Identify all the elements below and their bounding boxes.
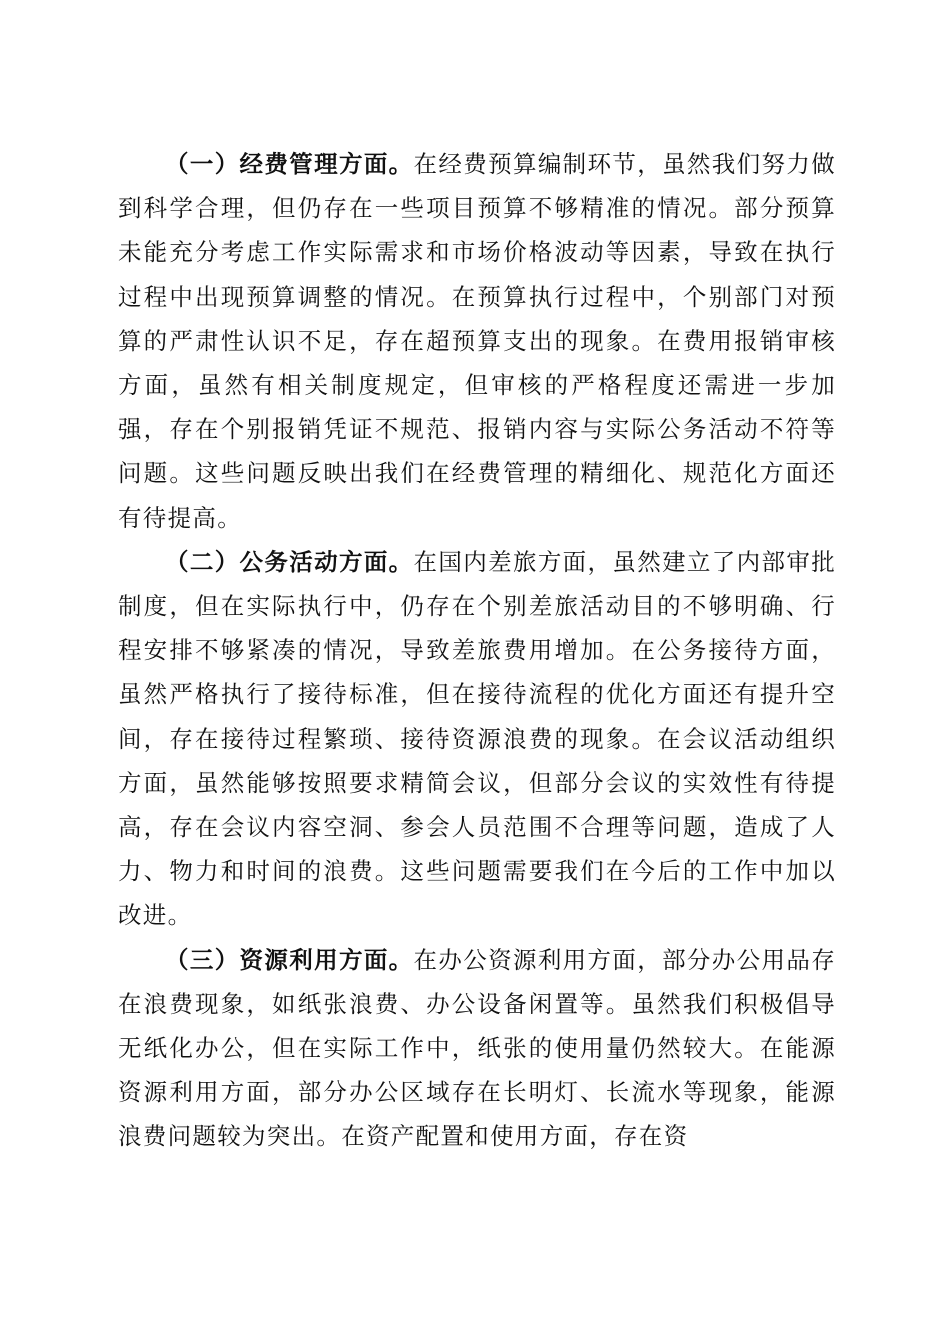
paragraph-funding-management <box>118 142 836 540</box>
paragraph-official-activities <box>118 540 836 938</box>
paragraph-heading: （三）资源利用方面。 <box>165 945 414 974</box>
paragraph-text: 在国内差旅方面，虽然建立了内部审批制度，但在实际执行中，仍存在个别差旅活动目的不够明确、行程安排不够紧凑的情况，导致差旅费用增加。在公务接待方面，虽然严格执行了接待标准，但在接待流程的优化方面还有提升空间，存在接待过程繁琐、接待资源浪费的现象。在会议活动组织方面，虽然能够按照要求精简会议，但部分会议的实效性有待提高，存在会议内容空洞、参会人员范围不合理等问题，造成了人力、物力和时间的浪费。这些问题需要我们在今后的工作中加以改进。 <box>118 547 837 930</box>
paragraph-text: 在经费预算编制环节，虽然我们努力做到科学合理，但仍存在一些项目预算不够精准的情况。部分预算未能充分考虑工作实际需求和市场价格波动等因素，导致在执行过程中出现预算调整的情况。在预算执行过程中，个别部门对预算的严肃性认识不足，存在超预算支出的现象。在费用报销审核方面，虽然有相关制度规定，但审核的严格程度还需进一步加强，存在个别报销凭证不规范、报销内容与实际公务活动不符等问题。这些问题反映出我们在经费管理的精细化、规范化方面还有待提高。 <box>118 150 837 532</box>
document-body <box>118 142 836 1159</box>
paragraph-heading: （二）公务活动方面。 <box>165 547 414 576</box>
paragraph-heading: （一）经费管理方面。 <box>165 150 414 178</box>
paragraph-resource-utilization <box>118 938 836 1159</box>
paragraph-text: 在办公资源利用方面，部分办公用品存在浪费现象，如纸张浪费、办公设备闲置等。虽然我们积极倡导无纸化办公，但在实际工作中，纸张的使用量仍然较大。在能源资源利用方面，部分办公区域存在长明灯、长流水等现象，能源浪费问题较为突出。在资产配置和使用方面，存在资 <box>118 945 837 1151</box>
